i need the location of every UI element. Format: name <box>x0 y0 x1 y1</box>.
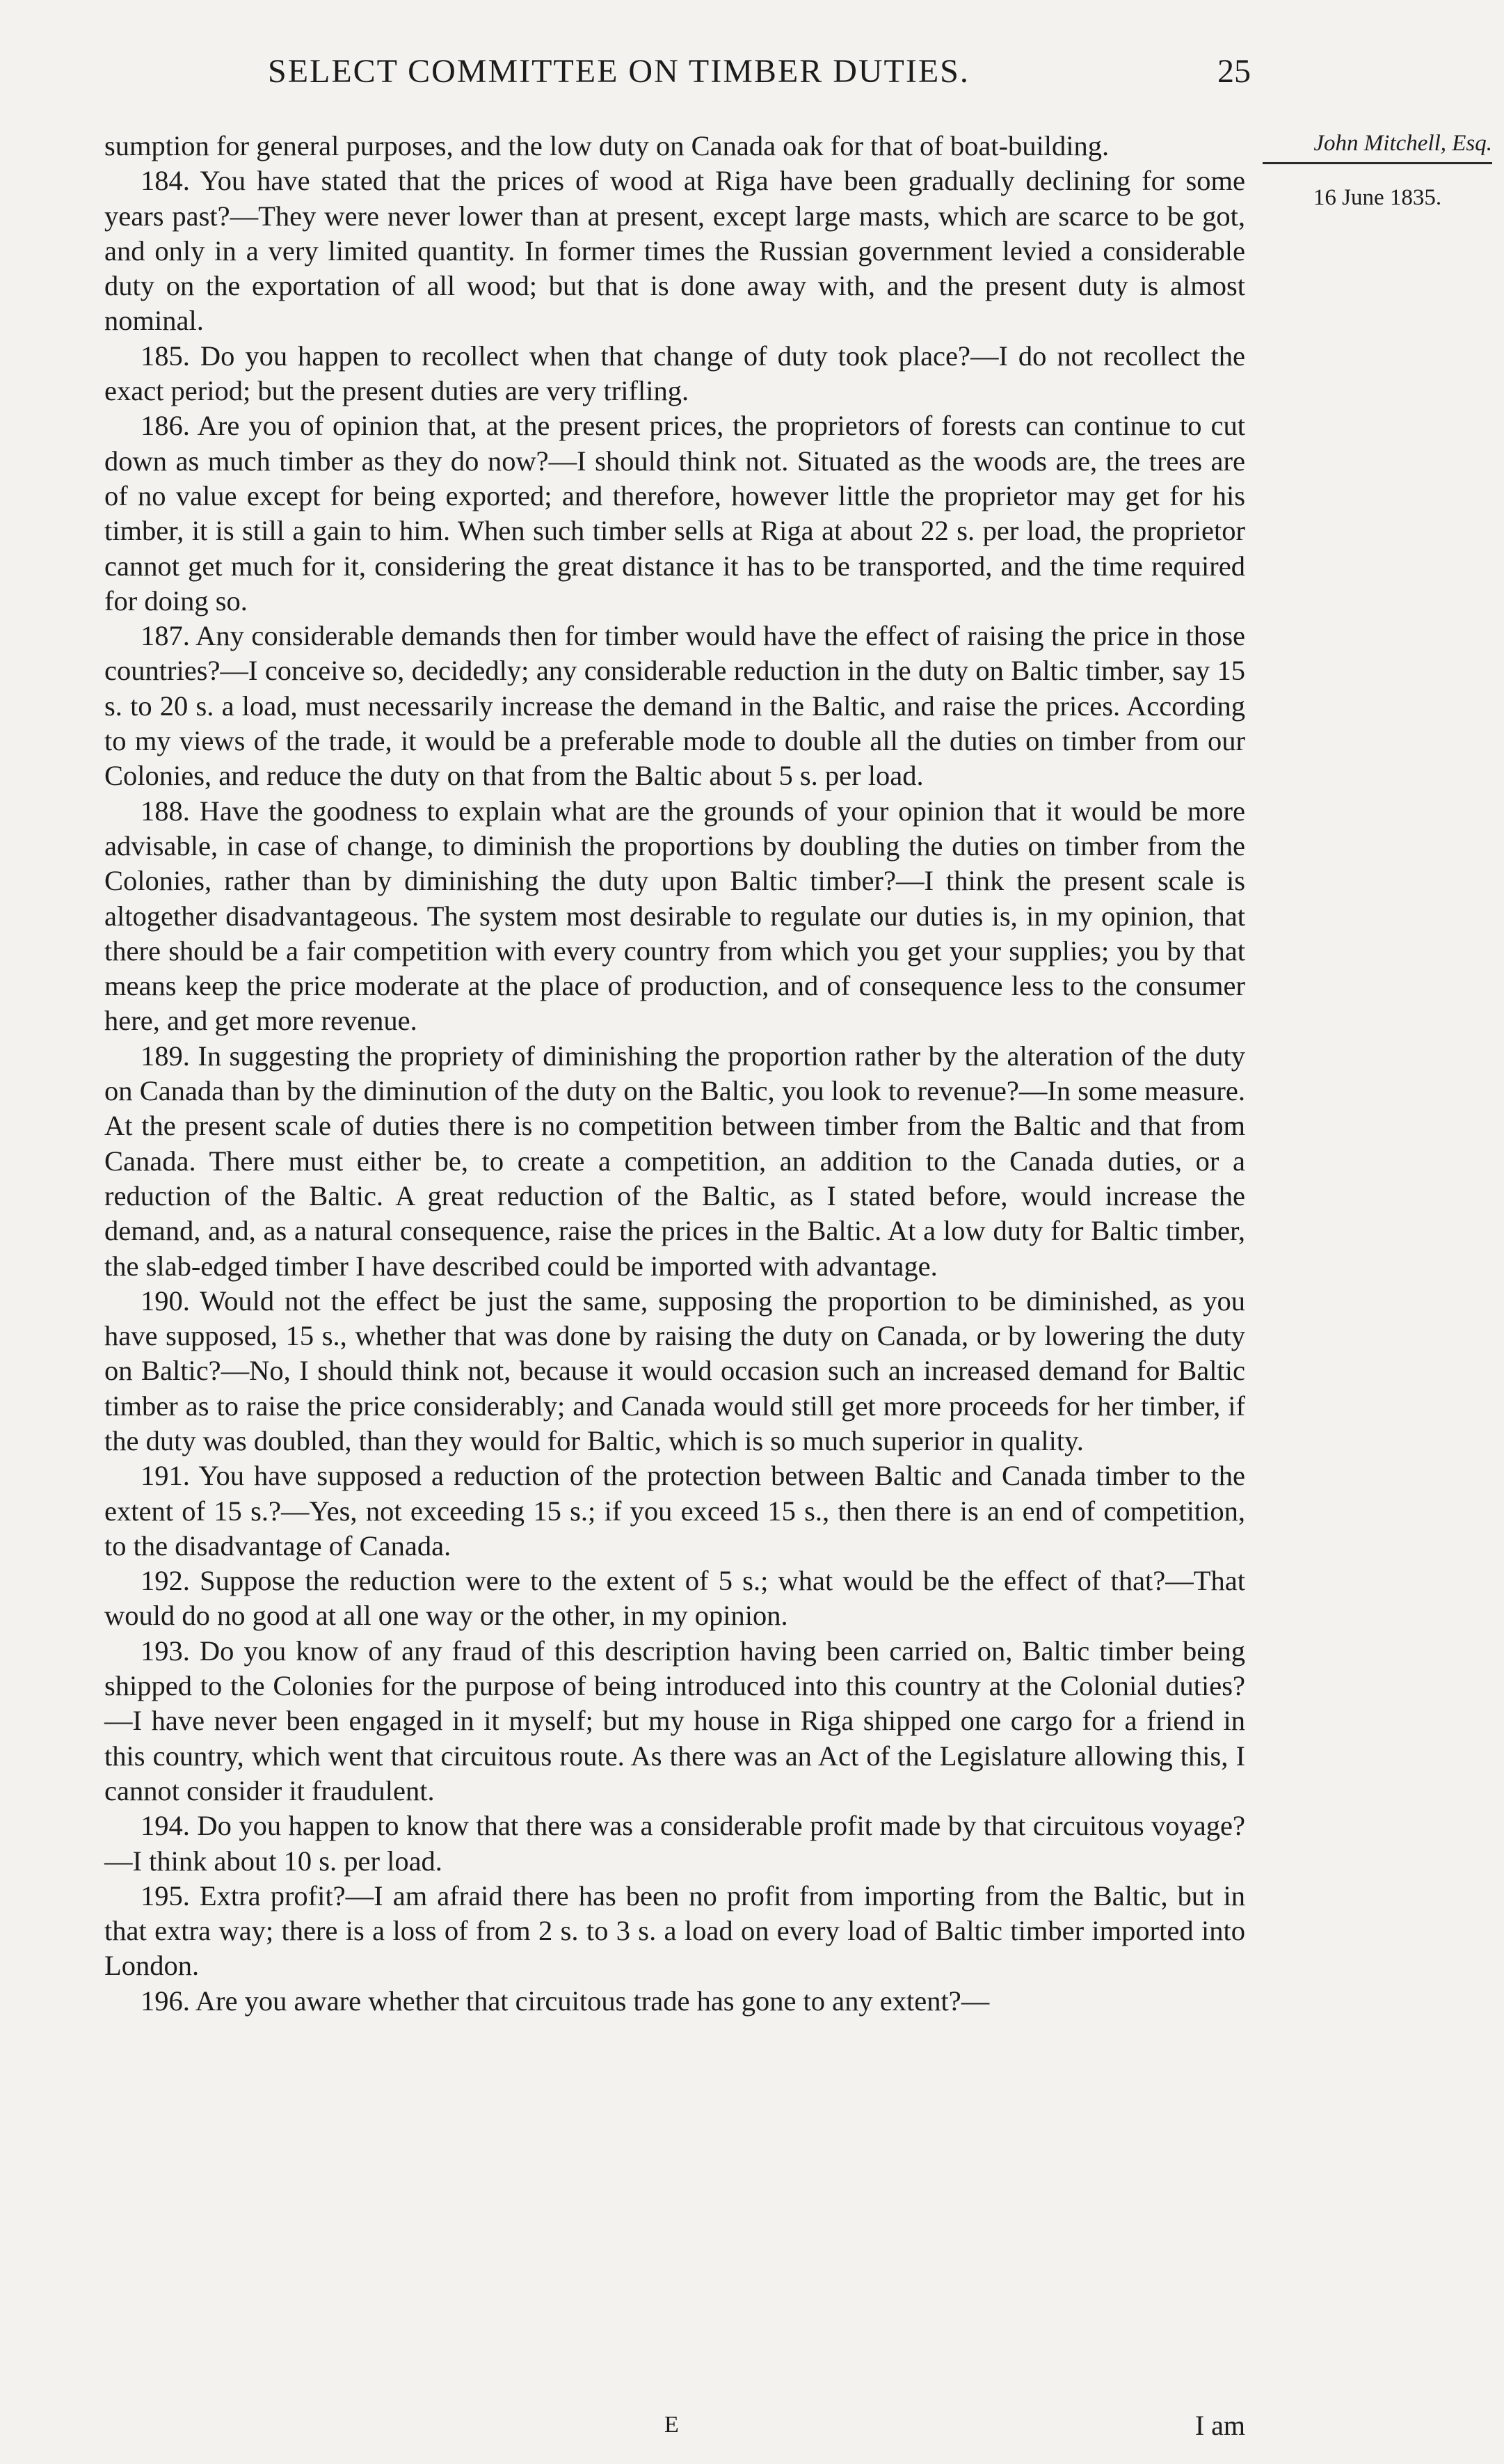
page-number: 25 <box>1217 53 1251 90</box>
question-192: 192. Suppose the reduction were to the extent of 5 s.; what would be the effect of that?—That would do no good at all one way or the other, in my opinion. <box>104 1565 1245 1632</box>
question-187: 187. Any considerable demands then for timber would have the effect of raising the price in those countries?—I conceive so, decidedly; any considerable reduction in the duty on Baltic timber, say 15 s. to 20 s. a load, must necessarily increase the demand in the Baltic, and raise the prices. According to my views of the trade, it would be a preferable mode to double all the duties on timber from our Colonies, and reduce the duty on that from the Baltic about 5 s. per load. <box>104 620 1245 792</box>
question-195: 195. Extra profit?—I am afraid there has been no profit from importing from the Baltic, but in that extra way; there is a loss of from 2 s. to 3 s. a load on every load of Baltic timber imported into London. <box>104 1879 1245 1982</box>
testimony-body <box>104 129 1245 2019</box>
testimony-date: 16 June 1835. <box>1313 185 1442 210</box>
question-194: 194. Do you happen to know that there was a considerable profit made by that circuitous voyage?—I think about 10 s. per load. <box>104 1810 1245 1877</box>
signature-mark: E <box>664 2412 680 2438</box>
running-head <box>104 52 1357 101</box>
margin-note <box>1263 131 1492 211</box>
question-188: 188. Have the goodness to explain what are the grounds of your opinion that it would be more advisable, in case of change, to diminish the proportions by doubling the duties on timber from the Colonies, rather than by diminishing the duty upon Baltic timber?—I think the present scale is altogether disadvantageous. The system most desirable to regulate our duties is, in my opinion, that there should be a fair competition with every country from which you get your supplies; you by that means keep the price moderate at the place of production, and of consequence less to the consumer here, and get more revenue. <box>104 795 1245 1037</box>
question-190: 190. Would not the effect be just the same, supposing the proportion to be diminished, as you have supposed, 15 s., whether that was done by raising the duty on Canada, or by lowering the duty on Baltic?—No, I should think not, because it would occasion such an increased demand for Baltic timber as to raise the price considerably; and Canada would still get more proceeds for her timber, if the duty was doubled, than they would for Baltic, which is so much superior in quality. <box>104 1285 1245 1456</box>
catchword: I am <box>1194 2410 1245 2441</box>
question-189: 189. In suggesting the propriety of diminishing the proportion rather by the alteration of the duty on Canada than by the diminution of the duty on the Baltic, you look to revenue?—In some measure. At the present scale of duties there is no competition between timber from the Baltic and that from Canada. There must either be, to create a competition, an addition to the Canada duties, or a reduction of the Baltic. A great reduction of the Baltic, as I stated before, would increase the demand, and, as a natural consequence, raise the prices in the Baltic. At a low duty for Baltic timber, the slab-edged timber I have described could be imported with advantage. <box>104 1040 1245 1282</box>
witness-name: John Mitchell, Esq. <box>1263 131 1492 164</box>
question-196: 196. Are you aware whether that circuitous trade has gone to any extent?— <box>141 1985 990 2017</box>
page-footer <box>104 2409 1245 2451</box>
question-191: 191. You have supposed a reduction of the protection between Baltic and Canada timber to the extent of 15 s.?—Yes, not exceeding 15 s.; if you exceed 15 s., then there is an end of competition, to the disadvantage of Canada. <box>104 1460 1245 1561</box>
paragraph-continuation: sumption for general purposes, and the low duty on Canada oak for that of boat-building. <box>104 130 1110 161</box>
page-title: SELECT COMMITTEE ON TIMBER DUTIES. <box>268 53 970 90</box>
question-184: 184. You have stated that the prices of wood at Riga have been gradually declining for some years past?—They were never lower than at present, except large masts, which are scarce to be got, and only in a very limited quantity. In former times the Russian government levied a considerable duty on the exportation of all wood; but that is done away with, and the present duty is almost nominal. <box>104 165 1245 337</box>
question-193: 193. Do you know of any fraud of this description having been carried on, Baltic timber being shipped to the Colonies for the purpose of being introduced into this country at the Colonial duties?—I have never been engaged in it myself; but my house in Riga shipped one cargo for a friend in this country, which went that circuitous route. As there was an Act of the Legislature allowing this, I cannot consider it fraudulent. <box>104 1635 1245 1806</box>
question-185: 185. Do you happen to recollect when that change of duty took place?—I do not recollect the exact period; but the present duties are very trifling. <box>104 340 1245 407</box>
question-186: 186. Are you of opinion that, at the present prices, the proprietors of forests can continue to cut down as much timber as they do now?—I should think not. Situated as the woods are, the trees are of no value except for being exported; and therefore, however little the proprietor may get for his timber, it is still a gain to him. When such timber sells at Riga at about 22 s. per load, the proprietor cannot get much for it, considering the great distance it has to be transported, and the time required for doing so. <box>104 410 1245 617</box>
